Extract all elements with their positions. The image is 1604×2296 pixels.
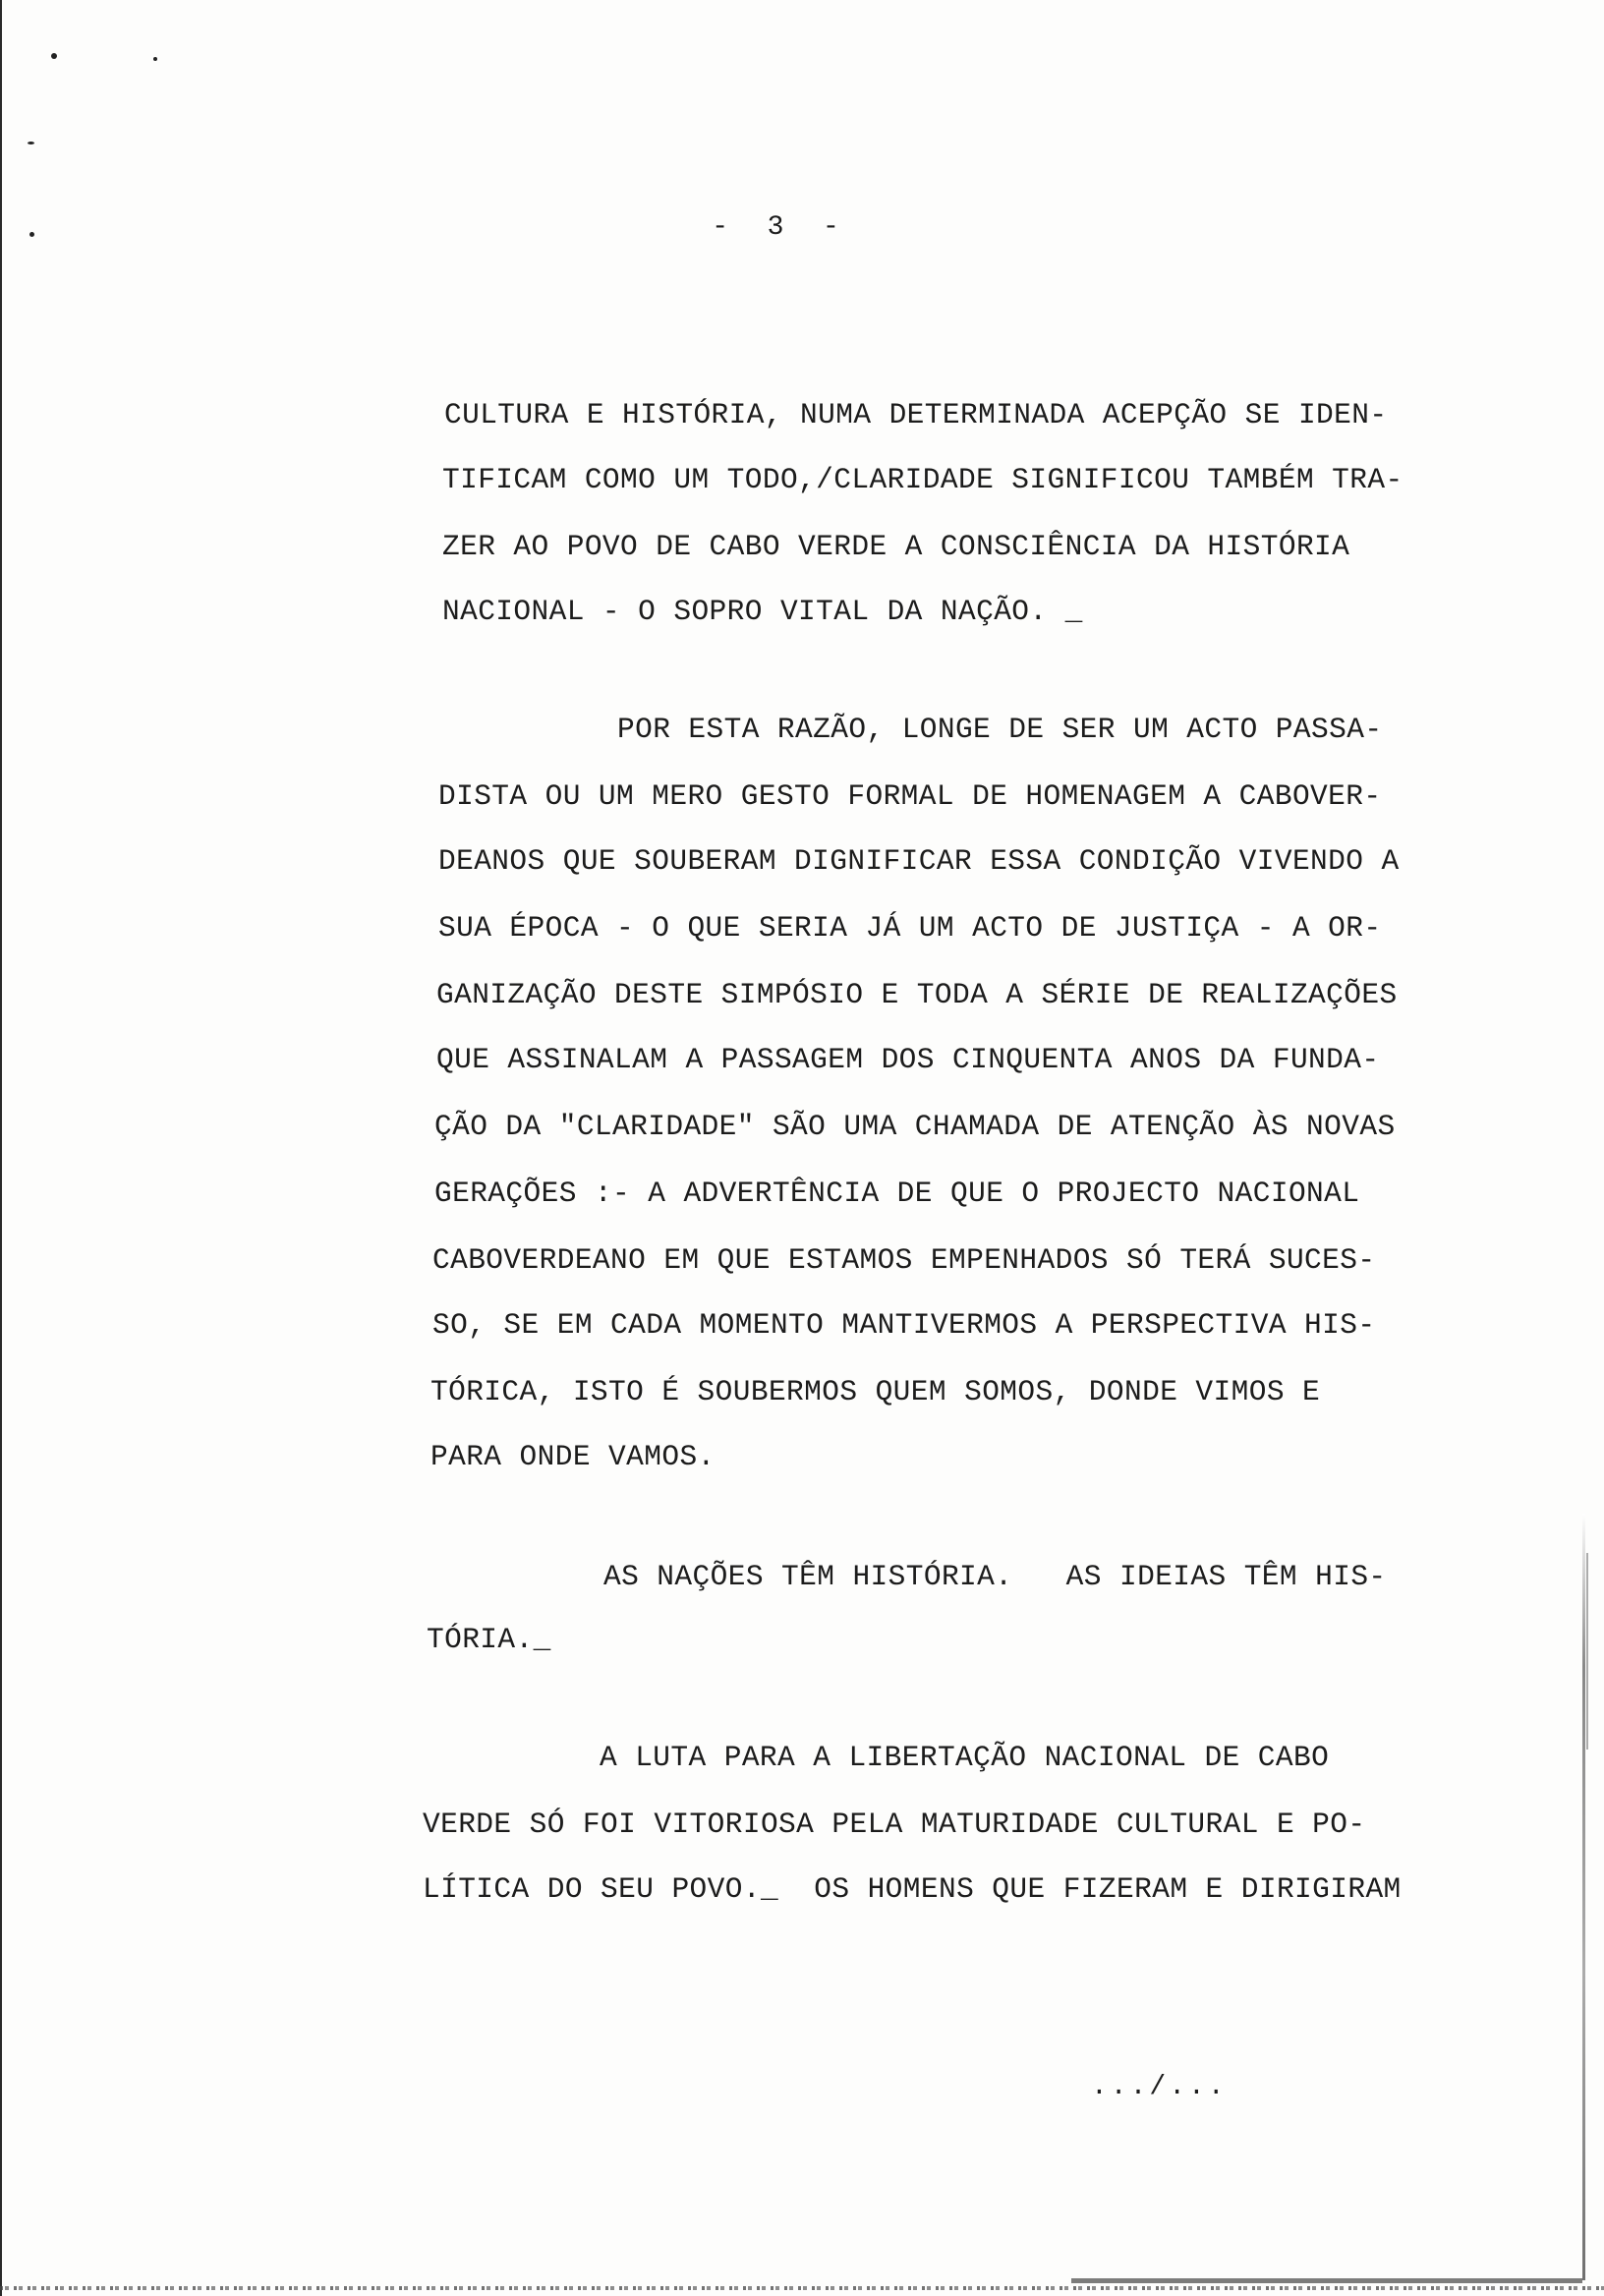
text-line: SUA ÉPOCA - O QUE SERIA JÁ UM ACTO DE JUSTIÇA - A OR- — [438, 911, 1382, 945]
text-line: PARA ONDE VAMOS. — [430, 1440, 716, 1473]
text-line: GANIZAÇÃO DESTE SIMPÓSIO E TODA A SÉRIE DE REALIZAÇÕES — [436, 978, 1398, 1011]
text-line: SO, SE EM CADA MOMENTO MANTIVERMOS A PERSPECTIVA HIS- — [432, 1308, 1376, 1342]
text-line: TÓRICA, ISTO É SOUBERMOS QUEM SOMOS, DONDE VIMOS E — [430, 1375, 1321, 1408]
page-bottom-edge — [0, 2286, 1604, 2290]
scan-speck — [29, 232, 34, 237]
page-right-edge — [1582, 1514, 1585, 2280]
text-line: QUE ASSINALAM A PASSAGEM DOS CINQUENTA ANOS DA FUNDA- — [436, 1043, 1380, 1076]
scan-speck — [51, 53, 57, 59]
text-line: GERAÇÕES :- A ADVERTÊNCIA DE QUE O PROJECTO NACIONAL — [434, 1177, 1360, 1210]
scan-speck — [28, 142, 34, 144]
text-line: POR ESTA RAZÃO, LONGE DE SER UM ACTO PASSA- — [617, 713, 1383, 746]
text-line: NACIONAL - O SOPRO VITAL DA NAÇÃO. _ — [442, 595, 1083, 628]
page-bottom-edge-shadow — [1071, 2278, 1582, 2283]
text-line: TIFICAM COMO UM TODO,/CLARIDADE SIGNIFICOU TAMBÉM TRA- — [442, 463, 1404, 496]
scan-speck — [153, 57, 157, 61]
text-line: A LUTA PARA A LIBERTAÇÃO NACIONAL DE CABO — [600, 1741, 1330, 1774]
page-right-edge-shadow — [1586, 1553, 1588, 1750]
page-left-edge — [0, 0, 2, 2296]
text-line: DEANOS QUE SOUBERAM DIGNIFICAR ESSA CONDIÇÃO VIVENDO A — [438, 844, 1400, 878]
text-line: CABOVERDEANO EM QUE ESTAMOS EMPENHADOS SÓ TERÁ SUCES- — [432, 1243, 1376, 1277]
text-line: AS NAÇÕES TÊM HISTÓRIA. AS IDEIAS TÊM HIS- — [603, 1560, 1387, 1593]
text-line: VERDE SÓ FOI VITORIOSA PELA MATURIDADE CULTURAL E PO- — [423, 1808, 1366, 1841]
page-number: - 3 - — [712, 212, 841, 243]
text-line: CULTURA E HISTÓRIA, NUMA DETERMINADA ACEPÇÃO SE IDEN- — [444, 398, 1388, 431]
text-line: LÍTICA DO SEU POVO._ OS HOMENS QUE FIZERAM E DIRIGIRAM — [423, 1872, 1402, 1906]
text-line: ZER AO POVO DE CABO VERDE A CONSCIÊNCIA DA HISTÓRIA — [442, 530, 1350, 563]
continuation-mark: .../... — [1091, 2072, 1228, 2102]
text-line: DISTA OU UM MERO GESTO FORMAL DE HOMENAGEM A CABOVER- — [438, 779, 1382, 813]
text-line: ÇÃO DA "CLARIDADE" SÃO UMA CHAMADA DE ATENÇÃO ÀS NOVAS — [434, 1110, 1396, 1143]
text-line: TÓRIA._ — [427, 1623, 551, 1656]
